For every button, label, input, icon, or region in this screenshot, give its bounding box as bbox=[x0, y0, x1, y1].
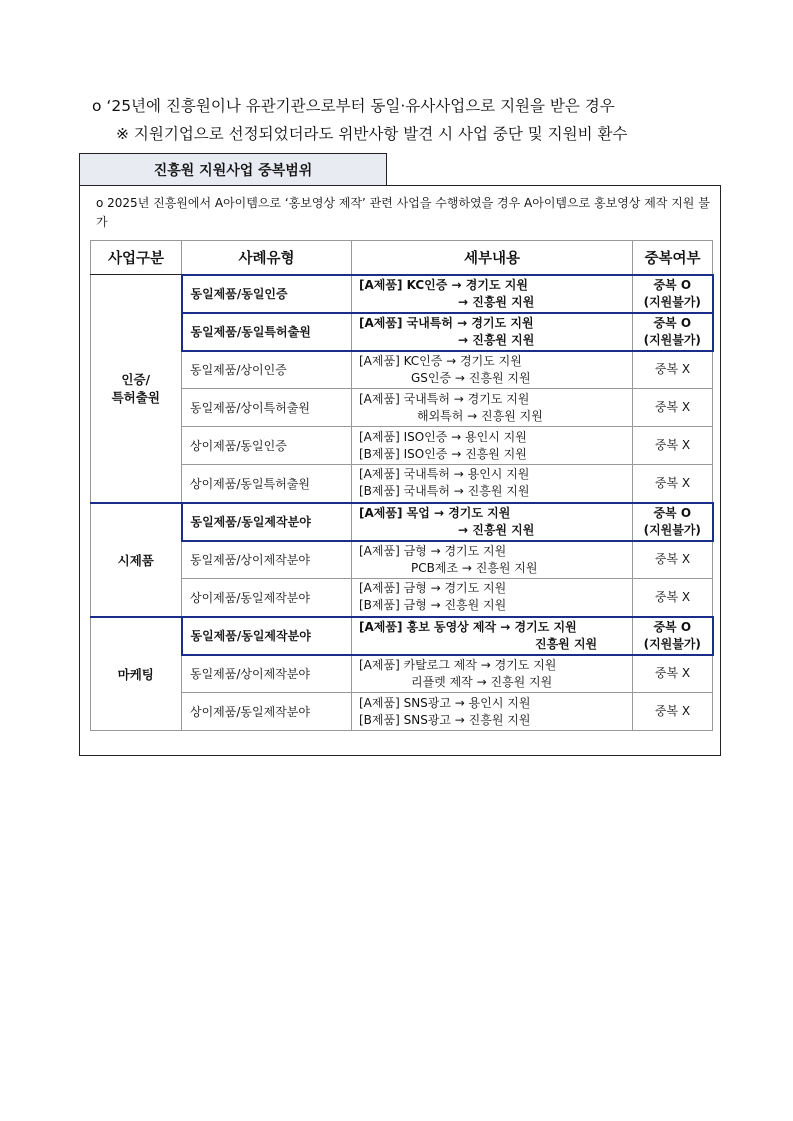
duplicate-status: 중복 X bbox=[654, 589, 691, 604]
detail-line: [A제품] 국내특허 → 용인시 지원 bbox=[359, 467, 530, 482]
duplicate-status: 중복 X bbox=[654, 362, 691, 377]
detail-cell bbox=[352, 427, 633, 465]
detail-line: [A제품] KC인증 → 경기도 지원 bbox=[359, 277, 528, 292]
detail-line: → 진흥원 지원 bbox=[458, 294, 535, 309]
group-prototype bbox=[91, 503, 182, 617]
group-label: 시제품 bbox=[117, 552, 154, 568]
detail-line: [A제품] 홍보 동영상 제작 → 경기도 지원 bbox=[359, 619, 577, 634]
detail-line: [A제품] 카탈로그 제작 → 경기도 지원 bbox=[359, 657, 557, 672]
table-row bbox=[91, 389, 713, 427]
duplicate-cell bbox=[633, 313, 713, 351]
case-type: 상이제품/동일제작분야 bbox=[182, 693, 352, 731]
duplicate-note: (지원불가) bbox=[643, 332, 701, 347]
detail-line: 진흥원 지원 bbox=[535, 636, 598, 651]
detail-line: [B제품] 금형 → 진흥원 지원 bbox=[359, 598, 507, 613]
detail-line: [B제품] 국내특허 → 진흥원 지원 bbox=[359, 484, 530, 499]
duplicate-status: 중복 O bbox=[653, 315, 692, 330]
detail-cell bbox=[352, 503, 633, 541]
detail-cell bbox=[352, 693, 633, 731]
detail-line: [B제품] SNS광고 → 진흥원 지원 bbox=[359, 712, 531, 727]
detail-line: → 진흥원 지원 bbox=[458, 332, 535, 347]
case-type: 동일제품/상이특허출원 bbox=[182, 389, 352, 427]
header-details: 세부내용 bbox=[352, 241, 633, 275]
intro-text bbox=[92, 92, 627, 148]
detail-line: PCB제조 → 진흥원 지원 bbox=[411, 560, 538, 575]
detail-cell bbox=[352, 655, 633, 693]
duplicate-cell bbox=[633, 351, 713, 389]
case-type: 동일제품/동일제작분야 bbox=[182, 617, 352, 655]
header-duplicate: 중복여부 bbox=[633, 241, 713, 275]
overlap-table bbox=[90, 240, 714, 731]
table-row bbox=[91, 275, 713, 313]
detail-cell bbox=[352, 389, 633, 427]
detail-line: [A제품] 목업 → 경기도 지원 bbox=[359, 505, 511, 520]
table-row bbox=[91, 655, 713, 693]
duplicate-status: 중복 X bbox=[654, 438, 691, 452]
table-row bbox=[91, 465, 713, 503]
detail-line: [A제품] KC인증 → 경기도 지원 bbox=[359, 353, 522, 368]
case-type: 상이제품/동일특허출원 bbox=[182, 465, 352, 503]
intro-line-1: o ‘25년에 진흥원이나 유관기관으로부터 동일·유사사업으로 지원을 받은 경우 bbox=[92, 97, 615, 115]
case-type: 상이제품/동일제작분야 bbox=[182, 579, 352, 617]
duplicate-note: (지원불가) bbox=[643, 636, 701, 651]
duplicate-status: 중복 X bbox=[654, 666, 691, 681]
detail-cell bbox=[352, 313, 633, 351]
duplicate-note: (지원불가) bbox=[643, 522, 701, 537]
detail-cell bbox=[352, 541, 633, 579]
detail-line: [A제품] 금형 → 경기도 지원 bbox=[359, 543, 507, 558]
detail-cell bbox=[352, 617, 633, 655]
group-label: 특허출원 bbox=[111, 390, 160, 406]
detail-line: GS인증 → 진흥원 지원 bbox=[411, 370, 531, 385]
detail-line: → 진흥원 지원 bbox=[458, 522, 535, 537]
detail-line: [A제품] 금형 → 경기도 지원 bbox=[359, 581, 507, 596]
duplicate-note: (지원불가) bbox=[643, 294, 701, 309]
duplicate-cell bbox=[633, 389, 713, 427]
table-row bbox=[91, 617, 713, 655]
detail-cell bbox=[352, 351, 633, 389]
detail-line: 해외특허 → 진흥원 지원 bbox=[417, 408, 543, 423]
case-type: 동일제품/상이인증 bbox=[182, 351, 352, 389]
case-type: 동일제품/상이제작분야 bbox=[182, 655, 352, 693]
intro-line-2: ※ 지원기업으로 선정되었더라도 위반사항 발견 시 사업 중단 및 지원비 환수 bbox=[116, 125, 628, 143]
group-marketing bbox=[91, 617, 182, 731]
detail-line: [A제품] 국내특허 → 경기도 지원 bbox=[359, 391, 530, 406]
duplicate-cell bbox=[633, 693, 713, 731]
duplicate-cell bbox=[633, 275, 713, 313]
duplicate-status: 중복 X bbox=[654, 552, 691, 567]
table-row bbox=[91, 579, 713, 617]
duplicate-cell bbox=[633, 427, 713, 465]
table-row bbox=[91, 351, 713, 389]
duplicate-cell bbox=[633, 541, 713, 579]
group-label: 마케팅 bbox=[117, 666, 154, 682]
duplicate-status: 중복 O bbox=[653, 619, 692, 634]
detail-cell bbox=[352, 579, 633, 617]
duplicate-status: 중복 X bbox=[654, 704, 691, 718]
case-type: 상이제품/동일인증 bbox=[182, 427, 352, 465]
group-label: 인증/ bbox=[121, 372, 151, 388]
case-type: 동일제품/동일특허출원 bbox=[182, 313, 352, 351]
note-text: o 2025년 진흥원에서 A아이템으로 ‘홍보영상 제작’ 관련 사업을 수행하였을 경우 A아이템으로 홍보영상 제작 지원 불가 bbox=[96, 196, 710, 229]
duplicate-status: 중복 O bbox=[653, 277, 692, 292]
table-header-row bbox=[91, 241, 713, 275]
detail-cell bbox=[352, 465, 633, 503]
table-row bbox=[91, 427, 713, 465]
table-row bbox=[91, 541, 713, 579]
header-case-type: 사례유형 bbox=[182, 241, 352, 275]
header-category: 사업구분 bbox=[91, 241, 182, 275]
table-row bbox=[91, 693, 713, 731]
detail-line: [B제품] ISO인증 → 진흥원 지원 bbox=[359, 446, 527, 461]
table-row bbox=[91, 313, 713, 351]
duplicate-status: 중복 O bbox=[653, 505, 692, 520]
detail-line: 리플렛 제작 → 진흥원 지원 bbox=[411, 674, 553, 689]
duplicate-cell bbox=[633, 655, 713, 693]
section-title: 진흥원 지원사업 중복범위 bbox=[79, 153, 387, 186]
detail-line: [A제품] SNS광고 → 용인시 지원 bbox=[359, 695, 531, 710]
duplicate-status: 중복 X bbox=[654, 475, 691, 490]
detail-line: [A제품] ISO인증 → 용인시 지원 bbox=[359, 429, 527, 444]
duplicate-cell bbox=[633, 503, 713, 541]
duplicate-cell bbox=[633, 465, 713, 503]
table-row bbox=[91, 503, 713, 541]
case-type: 동일제품/동일인증 bbox=[182, 275, 352, 313]
duplicate-cell bbox=[633, 617, 713, 655]
section-box bbox=[79, 185, 721, 756]
group-cert-patent bbox=[91, 275, 182, 503]
detail-line: [A제품] 국내특허 → 경기도 지원 bbox=[359, 315, 534, 330]
case-type: 동일제품/동일제작분야 bbox=[182, 503, 352, 541]
duplicate-status: 중복 X bbox=[654, 400, 691, 414]
case-type: 동일제품/상이제작분야 bbox=[182, 541, 352, 579]
detail-cell bbox=[352, 275, 633, 313]
duplicate-cell bbox=[633, 579, 713, 617]
